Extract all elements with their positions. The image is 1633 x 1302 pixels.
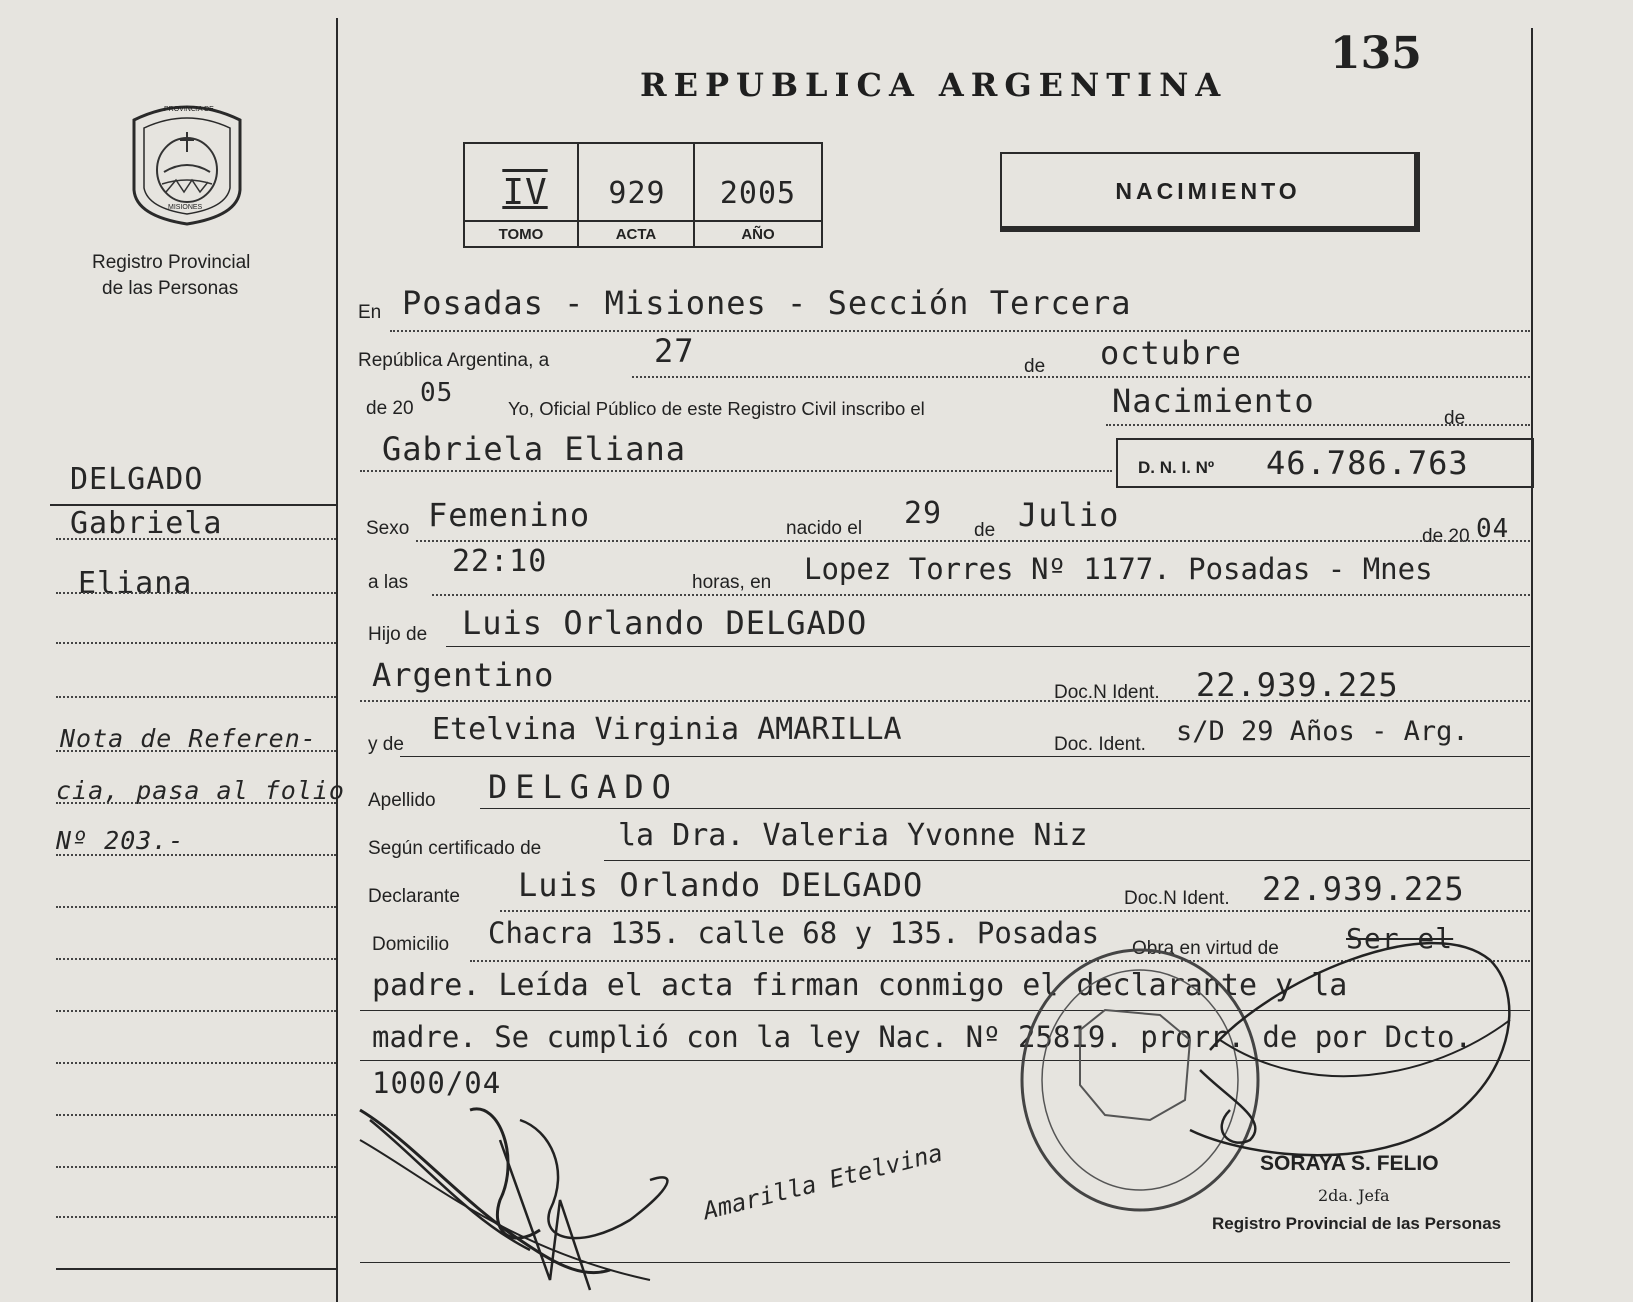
registry-name-line2: de las Personas xyxy=(102,278,239,299)
margin-dotline xyxy=(56,538,336,540)
father-doc: 22.939.225 xyxy=(1196,666,1399,704)
row-line xyxy=(416,540,1530,542)
year-prefix: de 20 xyxy=(366,398,414,419)
row-line xyxy=(604,860,1530,861)
domicilio-value: Chacra 135. calle 68 y 135. Posadas xyxy=(488,916,1100,950)
acta-value: 929 xyxy=(608,176,666,211)
month-value: octubre xyxy=(1100,334,1242,372)
row-line xyxy=(390,330,1530,332)
de-label: de xyxy=(1024,356,1046,377)
margin-dotline xyxy=(56,958,336,960)
acta-label: ACTA xyxy=(615,226,657,243)
row-line xyxy=(480,808,1530,809)
inscribe-value: Nacimiento xyxy=(1112,382,1315,420)
margin-dotline xyxy=(56,854,336,856)
margin-dotline xyxy=(56,592,336,594)
margin-dotline xyxy=(56,1216,336,1218)
dni-value: 46.786.763 xyxy=(1266,444,1469,482)
birth-year-prefix: de 20 xyxy=(1422,526,1470,547)
official-title: 2da. Jefa xyxy=(1318,1186,1390,1205)
de-label-2: de xyxy=(1444,408,1466,429)
sexo-value: Femenino xyxy=(428,496,591,534)
signature-scribbles xyxy=(350,1080,970,1302)
year-value: 05 xyxy=(420,378,454,408)
row-line xyxy=(400,756,1530,757)
margin-note-line1: Nota de Referen- xyxy=(60,724,317,753)
mother-doc-label: Doc. Ident. xyxy=(1054,734,1146,755)
birth-month: Julio xyxy=(1018,496,1120,534)
margin-dotline xyxy=(56,906,336,908)
row-line xyxy=(360,700,1530,702)
segun-label: Según certificado de xyxy=(368,838,542,859)
hijo-label: Hijo de xyxy=(368,624,428,645)
declarante-doc: 22.939.225 xyxy=(1262,870,1465,908)
margin-bottom-rule xyxy=(56,1268,338,1270)
alas-label: a las xyxy=(368,572,409,593)
margin-dotline xyxy=(56,1114,336,1116)
official-name: SORAYA S. FELIO xyxy=(1260,1152,1439,1175)
free-text-line2: madre. Se cumplió con la ley Nac. Nº 25819. prorr. de por Dcto. xyxy=(372,1020,1472,1054)
father-doc-label: Doc.N Ident. xyxy=(1054,682,1160,703)
free-text-line3: 1000/04 xyxy=(372,1066,502,1100)
margin-dotline xyxy=(56,1062,336,1064)
tomo-value: IV xyxy=(502,172,548,213)
obra-value: Ser el xyxy=(1346,922,1454,955)
de-label-3: de xyxy=(974,520,996,541)
margin-dotline xyxy=(56,750,336,752)
row-line xyxy=(432,594,1530,596)
margin-note-line3: Nº 203.- xyxy=(56,826,185,855)
anio-value: 2005 xyxy=(719,176,797,211)
margin-surname: DELGADO xyxy=(70,462,204,497)
dni-label: D. N. I. Nº xyxy=(1138,458,1215,477)
obra-label: Obra en virtud de xyxy=(1132,938,1279,959)
official-stamp xyxy=(1010,900,1530,1240)
folio-number: 135 xyxy=(1330,28,1422,79)
hour-value: 22:10 xyxy=(452,544,548,579)
free-text-line1: padre. Leída el acta firman conmigo el declarante y la xyxy=(372,968,1348,1003)
tomo-label: TOMO xyxy=(498,226,544,243)
province-seal xyxy=(126,100,248,228)
margin-divider xyxy=(336,18,338,1302)
declarante-label: Declarante xyxy=(368,886,460,907)
row-line xyxy=(446,646,1530,647)
horas-label: horas, en xyxy=(692,572,772,593)
day-value: 27 xyxy=(654,332,695,370)
declarante-value: Luis Orlando DELGADO xyxy=(518,866,924,904)
row-line xyxy=(360,470,1112,472)
apellido-value: DELGADO xyxy=(488,768,679,806)
father-nationality: Argentino xyxy=(372,656,555,694)
record-number-box xyxy=(463,142,823,248)
record-type-box xyxy=(1000,152,1420,232)
seal-text-bottom: MISIONES xyxy=(168,204,203,211)
sexo-label: Sexo xyxy=(366,518,410,539)
declarante-doc-label: Doc.N Ident. xyxy=(1124,888,1230,909)
en-label: En xyxy=(358,302,382,323)
record-type-label: NACIMIENTO xyxy=(1115,178,1301,204)
row-line xyxy=(632,376,1530,378)
certificate-value: la Dra. Valeria Yvonne Niz xyxy=(618,818,1088,853)
birth-day: 29 xyxy=(904,496,943,531)
official-org: Registro Provincial de las Personas xyxy=(1212,1214,1502,1233)
margin-given2: Eliana xyxy=(78,566,193,601)
mother-name: Etelvina Virginia AMARILLA xyxy=(432,712,902,747)
en-value: Posadas - Misiones - Sección Tercera xyxy=(402,284,1132,322)
seal-text-top: PROVINCIA DE xyxy=(164,106,214,113)
margin-dotline xyxy=(56,1010,336,1012)
mother-doc: s/D 29 Años - Arg. xyxy=(1176,716,1469,747)
father-name: Luis Orlando DELGADO xyxy=(462,604,868,642)
dni-box xyxy=(1116,438,1534,488)
right-border xyxy=(1531,28,1533,1302)
margin-dotline xyxy=(56,1166,336,1168)
birth-year: 04 xyxy=(1476,514,1510,544)
margin-dotline xyxy=(56,642,336,644)
country-title: REPUBLICA ARGENTINA xyxy=(640,66,1228,104)
name-value: Gabriela Eliana xyxy=(382,430,686,468)
margin-dotline xyxy=(56,802,336,804)
anio-label: AÑO xyxy=(741,226,775,243)
yde-label: y de xyxy=(368,734,404,755)
place-value: Lopez Torres Nº 1177. Posadas - Mnes xyxy=(804,552,1433,586)
apellido-label: Apellido xyxy=(368,790,436,811)
row-line xyxy=(1106,424,1530,426)
domicilio-label: Domicilio xyxy=(372,934,450,955)
registry-name-line1: Registro Provincial xyxy=(92,252,251,273)
nacido-label: nacido el xyxy=(786,518,863,539)
margin-given1: Gabriela xyxy=(70,506,223,541)
witness-signature: Amarilla Etelvina xyxy=(700,1138,946,1226)
margin-dotline xyxy=(56,696,336,698)
republica-label: República Argentina, a xyxy=(358,350,550,371)
yo-label: Yo, Oficial Público de este Registro Civil inscribo el xyxy=(508,398,925,419)
margin-note-line2: cia, pasa al folio xyxy=(56,776,345,805)
